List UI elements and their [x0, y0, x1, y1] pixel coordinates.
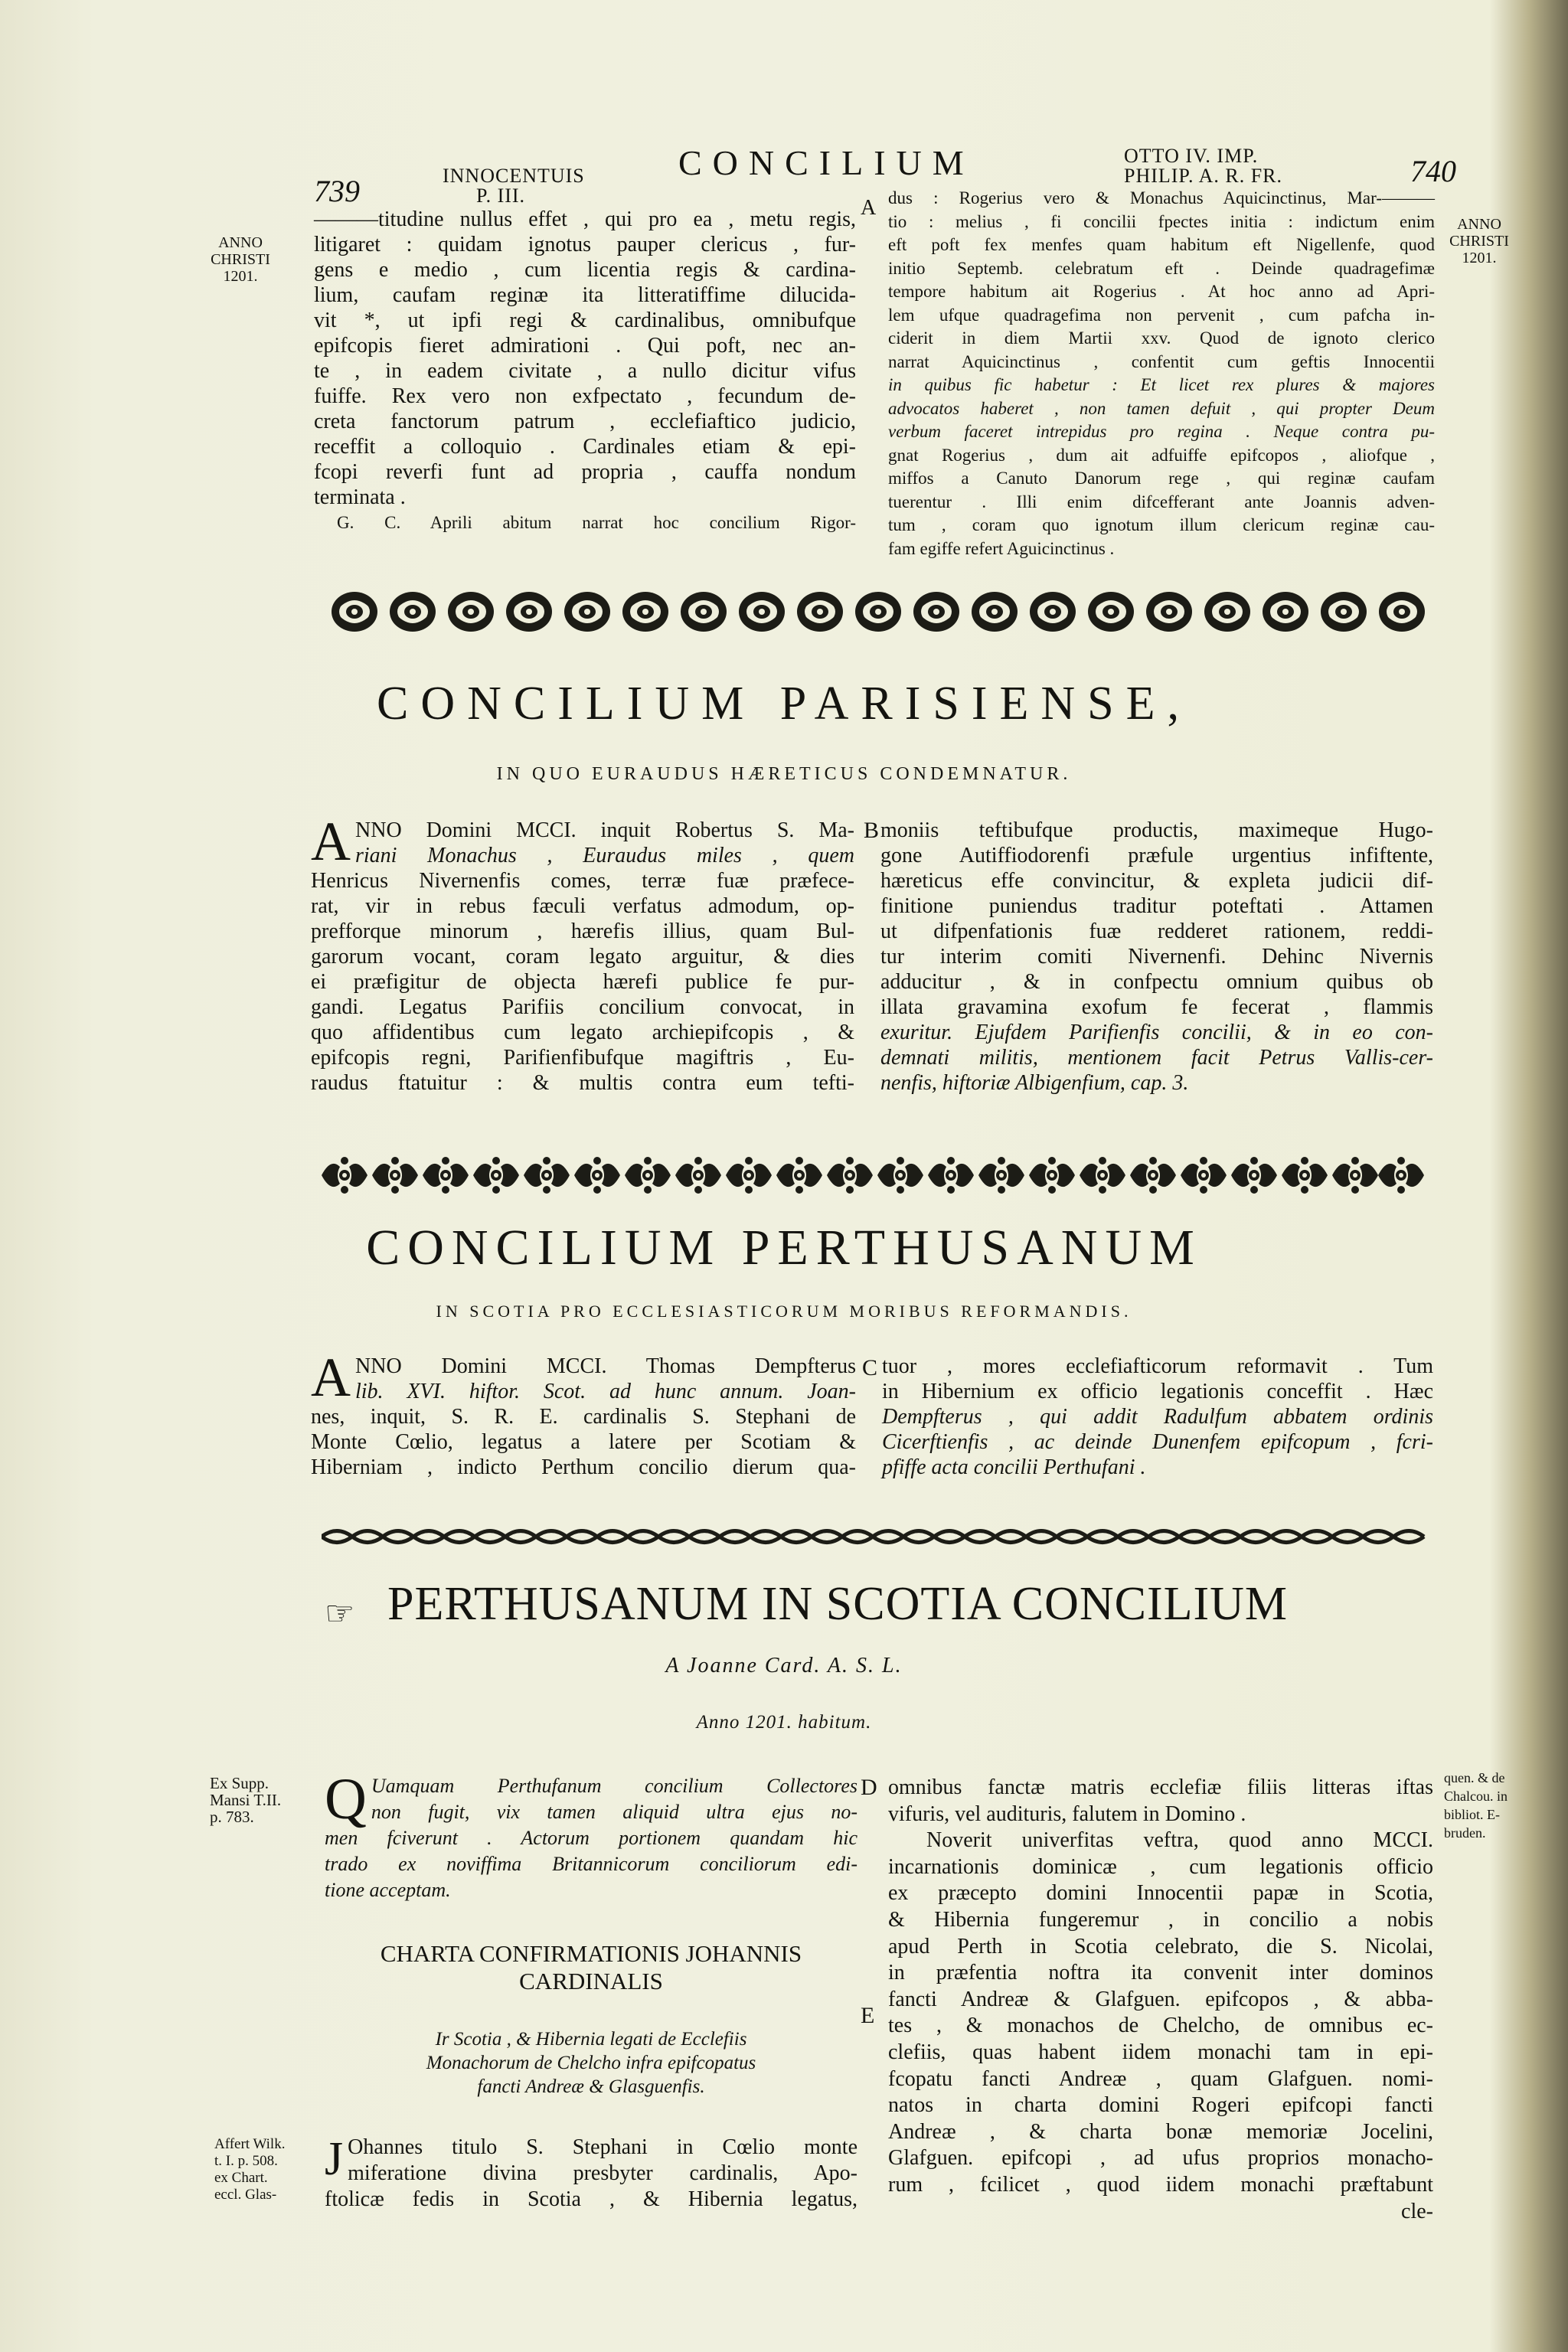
text-line: NNO Domini MCCI. Thomas Dempfterus [355, 1354, 856, 1378]
text-line: NNO Domini MCCI. inquit Robertus S. Ma- [355, 818, 854, 842]
text-line: gone Autiffiodorenfi præfule urgentius infiftente, [880, 844, 1433, 867]
text-line: vifuris, vel audituris, falutem in Domino . [888, 1802, 1246, 1826]
text-line: exuritur. Ejufdem Parifienfis concilii, & in eo con- [880, 1021, 1433, 1044]
text-line: Henricus Nivernenfis comes, terræ fuæ præfece- [311, 869, 854, 893]
text-line: Glafguen. epifcopi , ad ufus proprios monacho- [888, 2146, 1433, 2171]
text-line: te , in eadem civitate , a nullo dicitur vifus [314, 359, 856, 383]
text-line: apud Perth in Scotia celebrato, die S. Nicolai, [888, 1934, 1433, 1958]
text-line: clefiis, quas habent iidem monachi tam in epi- [888, 2040, 1433, 2064]
drop-cap-a: A [311, 811, 351, 872]
text-line: moniis teftibufque productis, maximeque Hugo- [880, 818, 1433, 842]
charta-title-line: CARDINALIS [519, 1968, 663, 1994]
text-line: men fciverunt . Actorum portionem quandam hic [325, 1827, 858, 1849]
text-line: & Hibernia fungeremur , in concilio a nobis [888, 1907, 1433, 1932]
scotia-by-line: A Joanne Card. A. S. L. [665, 1654, 903, 1677]
year-label: 1201. [1462, 250, 1497, 266]
text-line: G. C. Aprili abitum narrat hoc concilium Rigor- [337, 513, 856, 532]
text-line: lem ufque quadragefima non pervenit , cum pafcha in- [888, 305, 1435, 325]
text-line: Monte Cœlio, legatus a latere per Scotiam & [311, 1430, 856, 1454]
text-line: epifcopis regni, Parifienfibufque magiftris , Eu- [311, 1046, 854, 1070]
top-right-column [888, 187, 1435, 560]
scotia-intro [325, 1767, 858, 1903]
text-line: adducitur , & in confpectu omnium quibus ob [880, 970, 1433, 994]
text-line: initio Septemb. celebratum eft . Deinde quadragefimæ [888, 258, 1435, 278]
text-line: garorum vocant, coram legato arguitur, & dies [311, 945, 854, 969]
text-line: non fugit, vix tamen aliquid ultra ejus no- [371, 1801, 858, 1823]
text-line: fcopi reverfi funt ad propria , cauffa nondum [314, 460, 856, 484]
text-line: narrat Aquicinctinus , confentit cum geftis Innocentii [888, 351, 1435, 371]
text-line: receffit a colloquio . Cardinales etiam & epi- [314, 435, 856, 459]
ex-supp-note [210, 1775, 317, 1825]
charta-subtitle [325, 2027, 858, 2099]
text-line: Cicerftienfis , ac deinde Dunenfem epifcopum , fcri- [882, 1430, 1433, 1454]
text-line: Uamquam Perthufanum concilium Collectores [371, 1775, 858, 1797]
text-line: trado ex noviffima Britannicorum conciliorum edi- [325, 1853, 858, 1875]
text-line: pfiffe acta concilii Perthufani . [882, 1455, 1146, 1479]
text-line: lium, caufam reginæ ita litteratiffime dilucida- [314, 283, 856, 307]
text-line: prefforque minorum , hærefis illius, quam Bul- [311, 920, 854, 943]
text-line: quo affidentibus cum legato archiepifcopis , & [311, 1021, 854, 1044]
note-line: eccl. Glas- [214, 2187, 277, 2203]
anno-christi-right [1447, 216, 1511, 266]
parisiense-subtitle: IN QUO EURAUDUS HÆRETICUS CONDEMNATUR. [496, 764, 1072, 784]
charta-sub-line: Monachorum de Chelcho infra epifcopatus [426, 2053, 756, 2073]
text-line: riani Monachus , Euraudus miles , quem [355, 844, 854, 867]
text-line: in præfentia noftra ita convenit inter dominos [888, 1961, 1433, 1985]
text-line: lib. XVI. hiftor. Scot. ad hunc annum. Joan- [355, 1380, 856, 1403]
text-line: tes , & monachos de Chelcho, de omnibus ec- [888, 2014, 1433, 2038]
text-line: tio : melius , fi concilii fpectes initia : indictum enim [888, 211, 1435, 231]
ornament-band-fleurons [314, 1152, 1432, 1199]
note-line: Affert Wilk. [214, 2136, 286, 2152]
text-line: ftolicæ fedis in Scotia , & Hibernia legatus, [325, 2187, 858, 2211]
text-line: tur interim comiti Nivernenfi. Dehinc Nivernis [880, 945, 1433, 969]
text-line: gens e medio , cum licentia regis & cardina- [314, 258, 856, 282]
text-line: tum , coram quo ignotum illum clericum reginæ cau- [888, 515, 1435, 534]
text-line: gandi. Legatus Parifiis concilium convocat, in [311, 995, 854, 1019]
text-line: advocatos haberet , non tamen defuit , qui propter Deum [888, 398, 1435, 418]
header-right-bottom: PHILIP. A. R. FR. [1124, 165, 1282, 187]
text-line: fcopatu fancti Andreæ , quam Glafguen. nomi- [888, 2066, 1433, 2091]
perthusanum-left-column [311, 1347, 856, 1480]
text-line: tempore habitum ait Rogerius . At hoc anno ad Apri- [888, 282, 1435, 301]
perthusanum-subtitle: IN SCOTIA PRO ECCLESIASTICORUM MORIBUS REFORMANDIS. [436, 1302, 1132, 1321]
text-line: Dempfterus , qui addit Radulfum abbatem ordinis [882, 1405, 1433, 1429]
text-line: ciderit in diem Martii xxv. Quod de ignoto clerico [888, 328, 1435, 348]
text-line: rat, vir in rebus fæculi verfatus admodum, op- [311, 894, 854, 918]
note-line: Ex Supp. [210, 1774, 270, 1792]
parisiense-title: CONCILIUM PARISIENSE, [376, 678, 1191, 730]
text-line: ———titudine nullus effet , qui pro ea , metu regis, [314, 207, 856, 231]
text-line: litigaret : quidam ignotus pauper clericus , fur- [314, 233, 856, 256]
text-line: in Hibernium ex officio legationis conceffit . Hæc [882, 1380, 1433, 1403]
text-line: tione acceptam. [325, 1879, 451, 1901]
note-line: p. 783. [210, 1808, 254, 1826]
text-line: raudus ftatuitur : & multis contra eum tefti- [311, 1071, 854, 1095]
drop-cap-a: A [311, 1347, 351, 1408]
text-line: gnat Rogerius , dum ait adfuiffe epifcopos , aliofque , [888, 445, 1435, 465]
anno-label: ANNO [218, 234, 263, 251]
scotia-right-column [888, 1775, 1433, 2225]
note-line: Chalcou. in [1444, 1788, 1508, 1804]
margin-marker-d: D [861, 1775, 877, 1800]
note-line: t. I. p. 508. [214, 2153, 278, 2169]
text-line: natos in charta domini Rogeri epifcopi fancti [888, 2093, 1433, 2118]
johannes-column [325, 2135, 858, 2213]
text-line: vit *, ut ipfi regi & cardinalibus, omnibufque [314, 309, 856, 332]
ornament-band-rosettes [328, 585, 1430, 639]
text-line: epifcopis fieret admirationi . Qui poft, nec an- [314, 334, 856, 358]
text-line: tuor , mores ecclefiafticorum reformavit . Tum [882, 1354, 1433, 1378]
text-line: ei præfigitur de objecta hærefi publice fe pur- [311, 970, 854, 994]
text-line: creta fanctorum patrum , ecclefiaftico judicio, [314, 410, 856, 433]
christi-label: CHRISTI [1449, 233, 1509, 250]
header-right-top: OTTO IV. IMP. [1124, 145, 1259, 167]
pointing-hand-icon: ☞ [325, 1594, 355, 1633]
margin-marker-a: A [861, 196, 877, 220]
page-number-right: 740 [1410, 154, 1456, 188]
top-left-column [314, 207, 856, 535]
text-line: ut difpenfationis fuæ redderet rationem, reddi- [880, 920, 1433, 943]
drop-cap-q: Q [325, 1767, 367, 1831]
perthusanum-right-column [882, 1354, 1433, 1480]
note-line: Mansi T.II. [210, 1791, 282, 1809]
text-line: Hiberniam , indicto Perthum concilio dierum qua- [311, 1455, 856, 1479]
affert-note [214, 2136, 322, 2203]
year-label: 1201. [223, 268, 258, 285]
text-line: eft poft fex menfes quam habitum eft Nigellenfe, quod [888, 235, 1435, 254]
drop-cap-j: J [325, 2133, 344, 2185]
text-line: nes, inquit, S. R. E. cardinalis S. Stephani de [311, 1405, 856, 1429]
scotia-year-line: Anno 1201. habitum. [696, 1712, 872, 1733]
perthusanum-title: CONCILIUM PERTHUSANUM [366, 1220, 1202, 1276]
text-line: fam egiffe refert Aguicinctinus . [888, 538, 1115, 558]
text-line: tuerentur . Illi enim difcefferant ante Joannis adven- [888, 492, 1435, 511]
text-line: verbum faceret intrepidus pro regina . Neque contra pu- [888, 422, 1435, 441]
margin-marker-c: C [862, 1355, 878, 1380]
text-line: finitione puniendus traditur poteftati . Attamen [880, 894, 1433, 918]
page-number-left: 739 [314, 174, 360, 208]
quen-note [1444, 1769, 1528, 1842]
parisiense-left-column [311, 811, 854, 1096]
christi-label: CHRISTI [211, 251, 270, 268]
charta-sub-line: Ir Scotia , & Hibernia legati de Ecclefiis [435, 2029, 747, 2050]
text-line: illata gravamina exofum fe fecerat , flammis [880, 995, 1433, 1019]
text-line: in quibus fic habetur : Et licet rex plures & majores [888, 375, 1435, 394]
margin-marker-b: B [864, 818, 880, 843]
note-line: quen. & de [1444, 1770, 1505, 1785]
text-line: ex præcepto domini Innocentii papæ in Scotia, [888, 1881, 1433, 1906]
scotia-title: PERTHUSANUM IN SCOTIA CONCILIUM [387, 1578, 1289, 1630]
text-line: fuiffe. Rex vero non exfpectato , fecundum de- [314, 384, 856, 408]
text-line: dus : Rogerius vero & Monachus Aquicinctinus, Mar-——— [888, 188, 1435, 207]
text-line: Ohannes titulo S. Stephani in Cœlio monte [348, 2135, 858, 2159]
charta-title-line: CHARTA CONFIRMATIONIS JOHANNIS [380, 1940, 802, 1967]
anno-label: ANNO [1457, 216, 1501, 233]
header-left-bottom: P. III. [476, 185, 526, 207]
text-line: miferatione divina presbyter cardinalis, Apo- [348, 2161, 858, 2185]
text-line: fancti Andreæ & Glafguen. epifcopos , & abba- [888, 1987, 1433, 2011]
text-line: rum , fcilicet , quod iidem monachi præftabunt [888, 2172, 1433, 2197]
text-line: hæreticus effe convincitur, & expleta judicii dif- [880, 869, 1433, 893]
text-line: incarnationis dominicæ , cum legationis officio [888, 1854, 1433, 1879]
ornament-band-chain [322, 1524, 1432, 1550]
parisiense-right-column [880, 818, 1433, 1096]
text-line: omnibus fanctæ matris ecclefiæ filiis litteras iftas [888, 1775, 1433, 1799]
text-line: terminata . [314, 485, 406, 509]
note-line: ex Chart. [214, 2170, 268, 2186]
note-line: bibliot. E- [1444, 1807, 1500, 1822]
text-line: Andreæ , & charta bonæ memoriæ Jocelini, [888, 2119, 1433, 2144]
anno-christi-left [208, 234, 273, 285]
note-line: bruden. [1444, 1825, 1486, 1841]
text-line: demnati militis, mentionem facit Petrus Vallis-cer- [880, 1046, 1433, 1070]
charta-title [325, 1940, 858, 1995]
text-line: cle- [1401, 2199, 1433, 2223]
text-line: miffos a Canuto Danorum rege , qui reginæ caufam [888, 469, 1435, 488]
header-left-top: INNOCENTUIS [443, 165, 585, 187]
text-line: nenfis, hiftoriæ Albigenfium, cap. 3. [880, 1071, 1189, 1095]
running-title: CONCILIUM [678, 143, 975, 182]
charta-sub-line: fancti Andreæ & Glasguenfis. [477, 2076, 705, 2097]
margin-marker-e: E [861, 2003, 875, 2028]
text-line: Noverit univerfitas veftra, quod anno MCCI. [926, 1828, 1433, 1853]
